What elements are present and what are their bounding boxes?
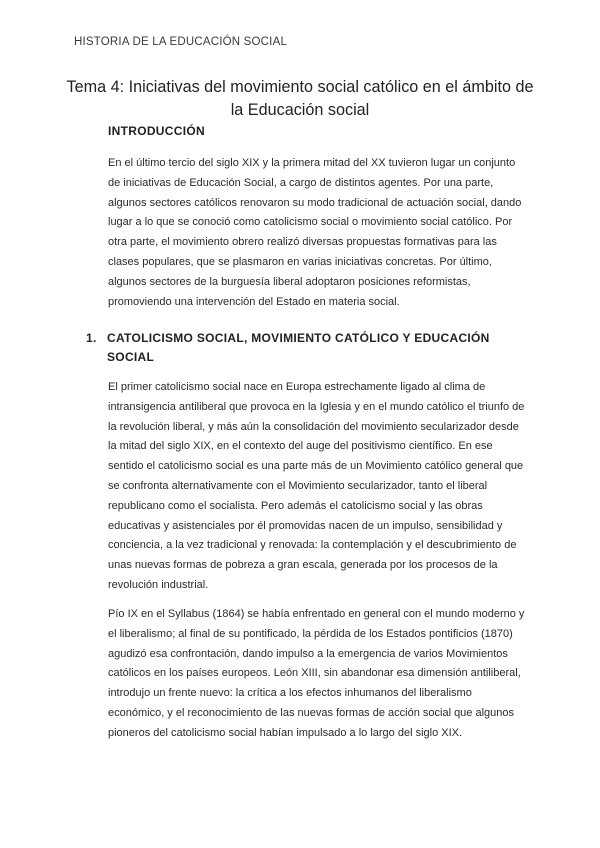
section-heading [86,329,526,367]
introduction-paragraph: En el último tercio del siglo XIX y la primera mitad del XX tuvieron lugar un conjunto de iniciativas de Educación Social, a cargo de distintos agentes. Por una parte, algunos sectores católicos renovaron su modo tradicional de actuación social, dando lugar a lo que se conoció como catolicismo social o movimiento social católico. Por otra parte, el movimiento obrero realizó diversas propuestas formativas para las clases populares, que se plasmaron en varias iniciativas concretas. Por último, algunos sectores de la burguesía liberal adoptaron posiciones reformistas, promoviendo una intervención del Estado en materia social. [108,157,522,308]
running-header: HISTORIA DE LA EDUCACIÓN SOCIAL [74,36,288,48]
section-number: 1. [86,331,97,345]
section-paragraph-2: Pío IX en el Syllabus (1864) se había enfrentado en general con el mundo moderno y el liberalismo; al final de su pontificado, la pérdida de los Estados pontificios (1870) agudizó esa confrontación, dando impulso a la emergencia de varios Movimientos católicos en los países europeos. León XIII, sin abandonar esa dimensión antiliberal, introdujo un frente nuevo: la crítica a los efectos inhumanos del liberalismo económico, y el reconocimiento de las nuevas formas de acción social que algunos pioneros del catolicismo social habían impulsado a lo largo del siglo XIX. [108,608,525,739]
section-paragraph-1: El primer catolicismo social nace en Europa estrechamente ligado al clima de intransigencia antiliberal que provoca en la Iglesia y en el mundo católico el triunfo de la revolución liberal, y más aún la consolidación del movimiento secularizador desde la mitad del siglo XIX, en el contexto del auge del positivismo científico. En ese sentido el catolicismo social es una parte más de un Movimiento católico general que se confronta alternativamente con el Movimiento secularizador, tanto el liberal republicano como el socialista. Pero además el catolicismo social y las obras educativas y asistenciales por él promovidas nacen de un impulso, sensibilidad y conciencia, a la vez tradicional y renovada: la contemplación y el descubrimiento de unas nuevas formas de pobreza a gran escala, generada por los procesos de la revolución industrial. [108,381,525,591]
section-heading-text: CATOLICISMO SOCIAL, MOVIMIENTO CATÓLICO Y EDUCACIÓN SOCIAL [107,331,490,364]
page-title: Tema 4: Iniciativas del movimiento social católico en el ámbito de la Educación social [66,78,534,119]
introduction-heading: INTRODUCCIÓN [108,124,205,138]
